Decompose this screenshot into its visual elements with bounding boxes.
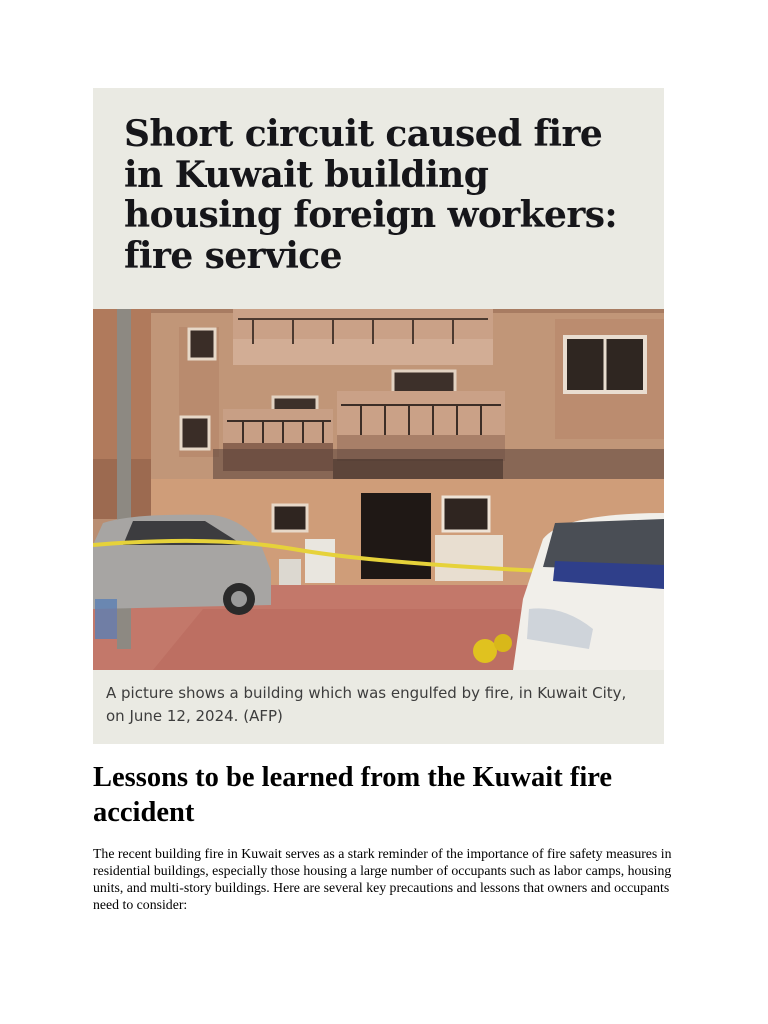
- section-title: Lessons to be learned from the Kuwait fire accident: [93, 762, 613, 828]
- intro-paragraph: The recent building fire in Kuwait serves as a stark reminder of the importance of fire safety measures in residential buildings, especially those housing a large number of occupants such as labor camps, housing units, and multi-story buildings. Here are several key precautions and lessons that owners and occupants need to consider:: [93, 846, 672, 912]
- photo-silver-car: [93, 515, 271, 615]
- photo-caption: A picture shows a building which was engulfed by fire, in Kuwait City, on June 12, 2024. (AFP): [106, 684, 627, 725]
- article-card: [93, 88, 664, 744]
- article-headline: Short circuit caused fire in Kuwait building housing foreign workers: fire service: [124, 113, 618, 277]
- photo-window: [189, 329, 215, 359]
- news-photo: [93, 309, 664, 670]
